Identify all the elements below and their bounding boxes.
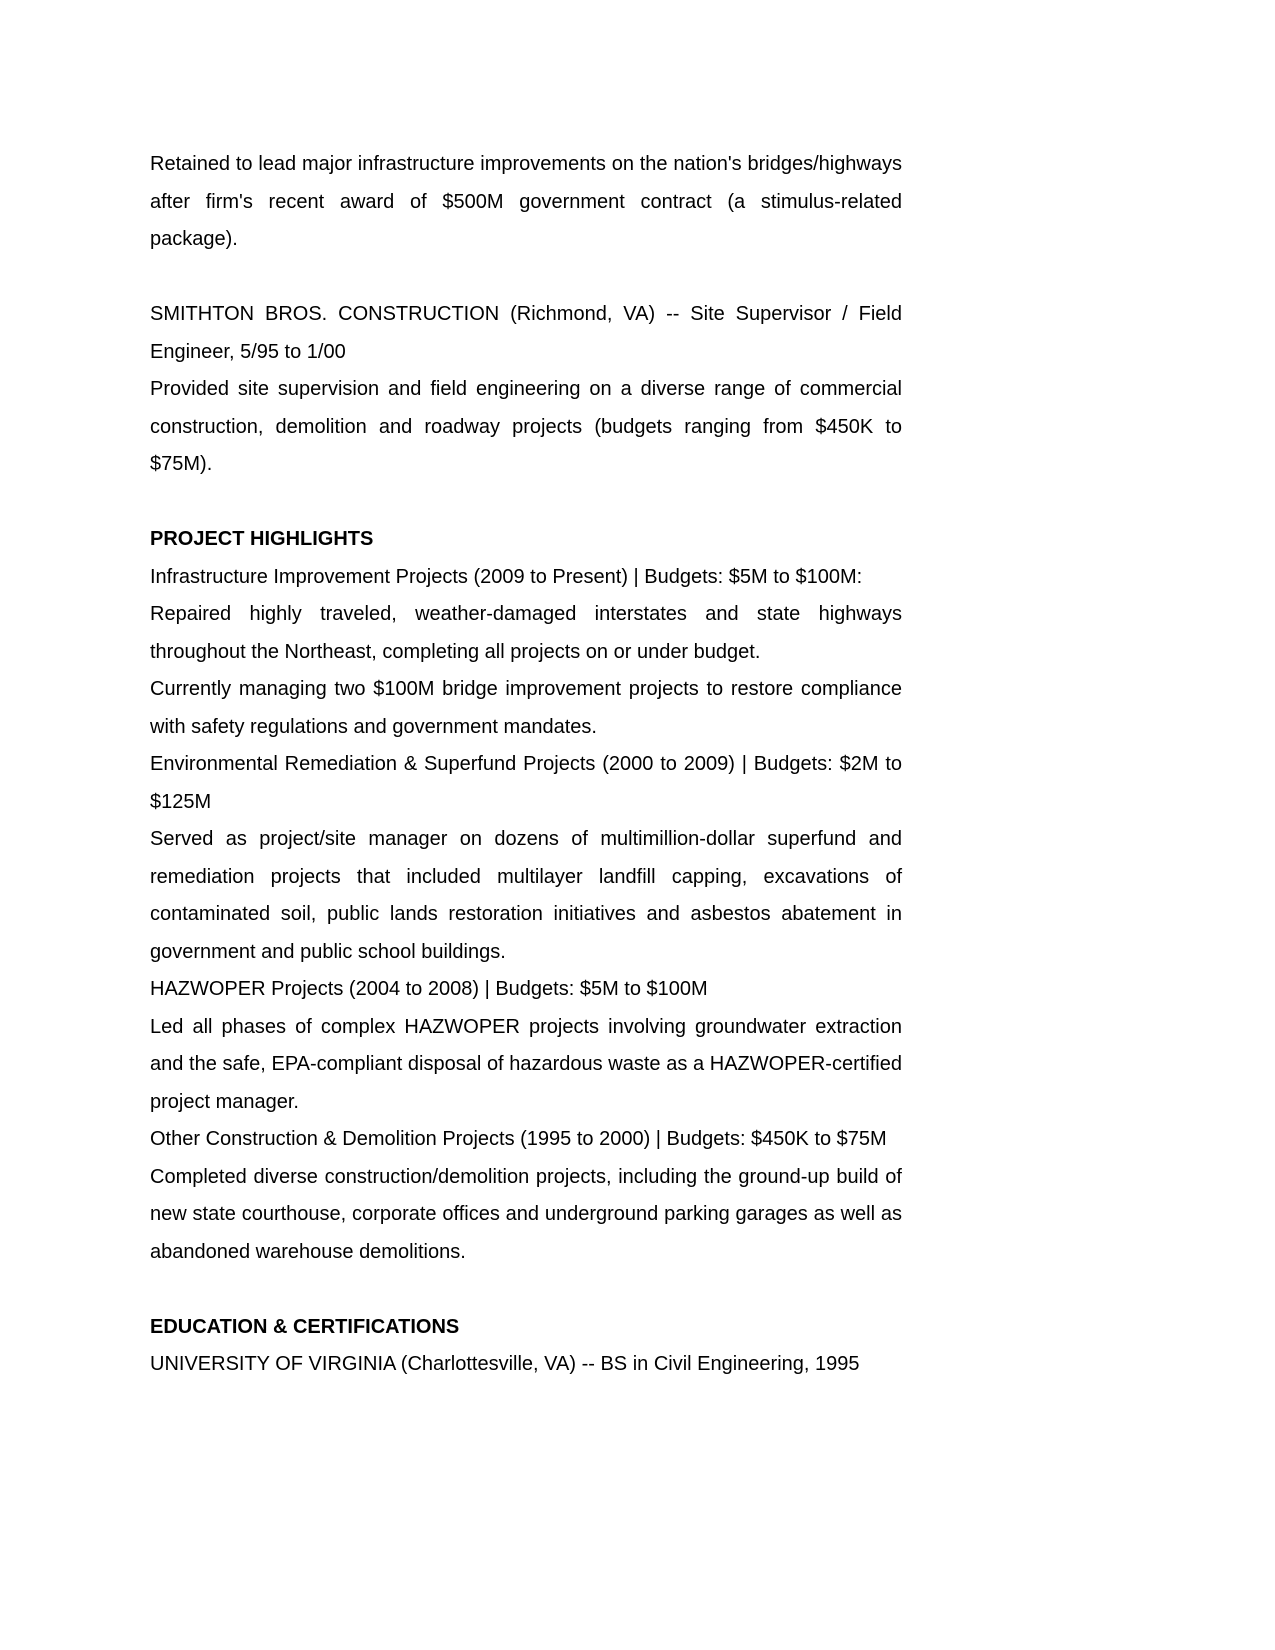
resume-page [150, 146, 902, 1384]
project-title: Infrastructure Improvement Projects (2009 to Present) | Budgets: $5M to $100M: [150, 565, 863, 588]
spacer [150, 259, 902, 297]
intro-paragraph: Retained to lead major infrastructure improvements on the nation's bridges/highways after firm's recent award of $500M government contract (a stimulus-related package). [150, 153, 902, 250]
spacer [150, 1271, 902, 1309]
project-title: Other Construction & Demolition Projects (1995 to 2000) | Budgets: $450K to $75M [150, 1128, 887, 1150]
section-heading-project-highlights: PROJECT HIGHLIGHTS [150, 528, 374, 550]
spacer [150, 484, 902, 522]
project-item: Served as project/site manager on dozens of multimillion-dollar superfund and remediation projects that included multilayer landfill capping, excavations of contaminated soil, public lands restoration initiatives and asbestos abatement in government and public school buildings. [150, 828, 902, 963]
project-title: Environmental Remediation & Superfund Projects (2000 to 2009) | Budgets: $2M to $125M [150, 753, 902, 813]
project-item: Led all phases of complex HAZWOPER projects involving groundwater extraction and the safe, EPA-compliant disposal of hazardous waste as a HAZWOPER-certified project manager. [150, 1015, 902, 1113]
employer-description: Provided site supervision and field engineering on a diverse range of commercial construction, demolition and roadway projects (budgets ranging from $450K to $75M). [150, 378, 902, 475]
employer-title-line: SMITHTON BROS. CONSTRUCTION (Richmond, VA) -- Site Supervisor / Field Engineer, 5/95 to 1/00 [150, 303, 902, 363]
project-item: Completed diverse construction/demolition projects, including the ground-up build of new state courthouse, corporate offices and underground parking garages as well as abandoned warehouse demolitions. [150, 1165, 902, 1263]
section-heading-education: EDUCATION & CERTIFICATIONS [150, 1315, 460, 1338]
education-entry: UNIVERSITY OF VIRGINIA (Charlottesville, VA) -- BS in Civil Engineering, 1995 [150, 1353, 860, 1375]
project-title: HAZWOPER Projects (2004 to 2008) | Budgets: $5M to $100M [150, 978, 708, 1000]
project-item: Repaired highly traveled, weather-damaged interstates and state highways throughout the Northeast, completing all projects on or under budget. [150, 603, 902, 663]
project-item: Currently managing two $100M bridge improvement projects to restore compliance with safety regulations and government mandates. [150, 678, 902, 738]
